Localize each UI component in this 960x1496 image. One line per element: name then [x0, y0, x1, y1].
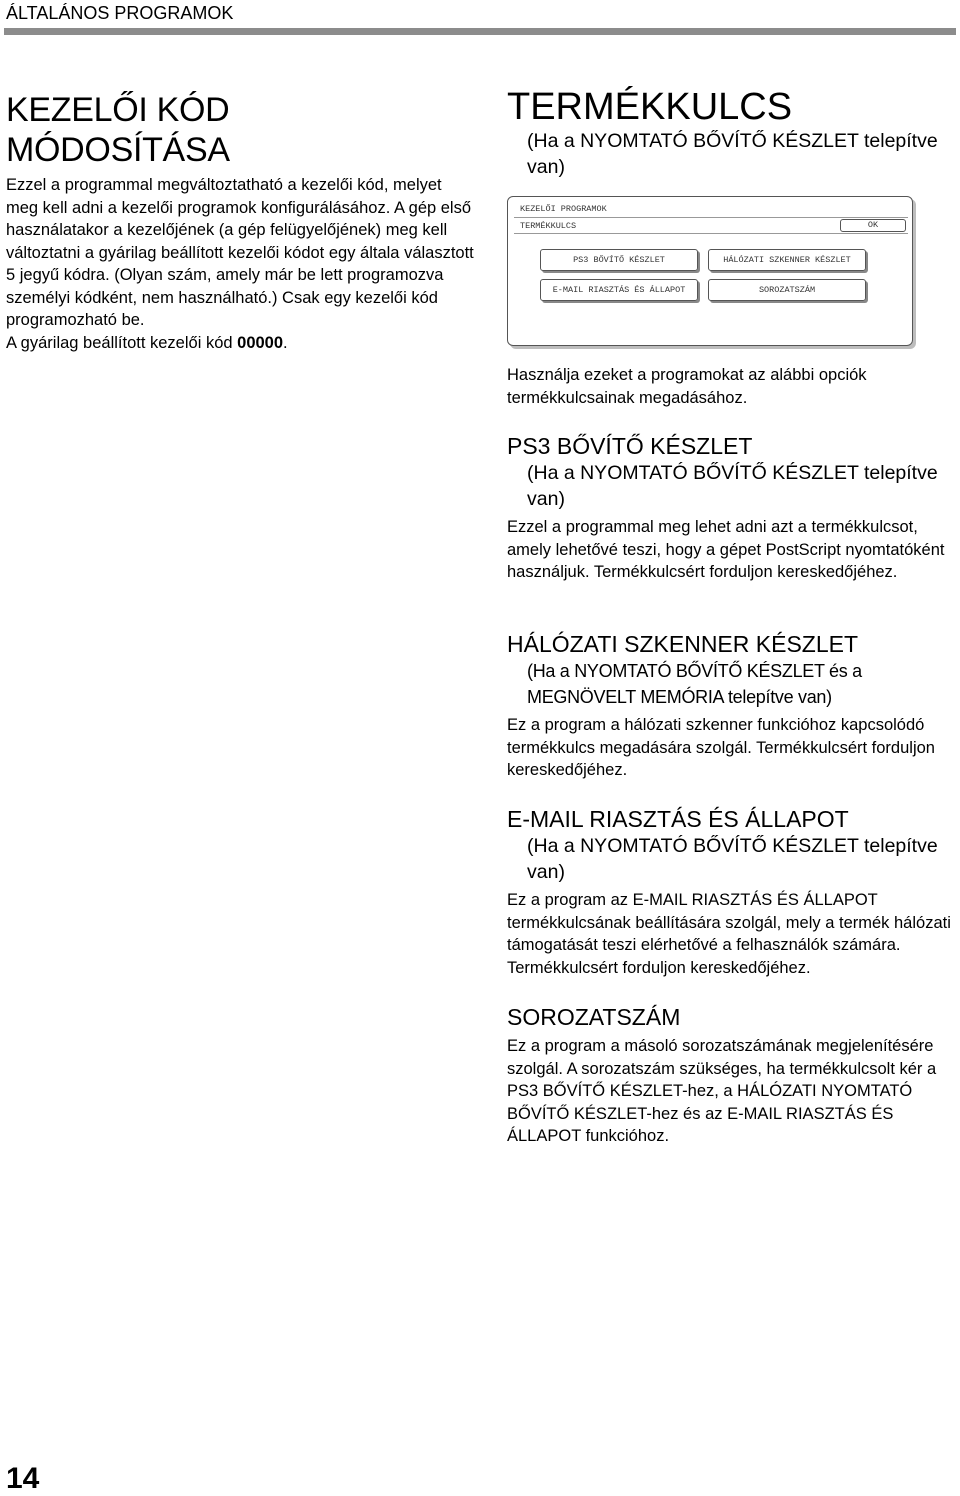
header-rule — [4, 28, 956, 35]
email-alert-section — [507, 805, 952, 979]
running-header: ÁLTALÁNOS PROGRAMOK — [6, 3, 234, 23]
operator-code-title — [6, 90, 476, 170]
network-scanner-section — [507, 630, 952, 782]
default-code-value: 00000 — [237, 333, 284, 352]
ps3-kit-button[interactable]: PS3 BŐVÍTŐ KÉSZLET — [540, 249, 698, 271]
screen-name: TERMÉKKULCS — [520, 221, 577, 231]
network-scanner-kit-button[interactable]: HÁLÓZATI SZKENNER KÉSZLET — [708, 249, 866, 271]
serial-number-section — [507, 1003, 952, 1148]
email-alert-subtitle: (Ha a NYOMTATÓ BŐVÍTŐ KÉSZLET telepítve van) — [527, 835, 938, 883]
ps3-title: PS3 BŐVÍTŐ KÉSZLET — [507, 433, 753, 459]
network-scanner-title: HÁLÓZATI SZKENNER KÉSZLET — [507, 631, 859, 657]
default-code-line — [6, 332, 476, 355]
screen-name-row — [514, 217, 908, 234]
operator-code-paragraph: Ezzel a programmal megváltoztatható a kezelői kód, melyet meg kell adni a kezelői programok konfigurálásához. A gép első használatakor a kezelőjének (a gép felügyelőjének) meg kell változtatni a gyárilag beállított kezelői kódot egy általa választott 5 jegyű kódra. (Olyan szám, amely már be lett programozva személyi kódként, nem használható.) Csak egy kezelői kód programozható be. — [6, 176, 474, 329]
ps3-body: Ezzel a programmal meg lehet adni azt a termékkulcsot, amely lehetővé teszi, hogy a gépet PostScript nyomtatóként használjuk. Termékkulcsért forduljon kereskedőjéhez. — [507, 518, 945, 581]
email-alert-body: Ez a program az E-MAIL RIASZTÁS ÉS ÁLLAPOT termékkulcsának beállítására szolgál, mely a termék hálózati támogatását teszi elérhetővé a felhasználók számára. Termékkulcsért forduljon kereskedőjéhez. — [507, 891, 951, 977]
serial-number-title: SOROZATSZÁM — [507, 1004, 681, 1030]
operator-code-title-line1: KEZELŐI KÓD — [6, 91, 230, 129]
page-number: 14 — [6, 1462, 40, 1495]
network-scanner-body: Ez a program a hálózati szkenner funkcióhoz kapcsolódó termékkulcs megadására szolgál. Termékkulcsért forduljon kereskedőjéhez. — [507, 716, 935, 779]
screen-breadcrumb: KEZELŐI PROGRAMOK — [520, 204, 607, 214]
default-code-suffix: . — [283, 333, 288, 352]
email-alert-status-button[interactable]: E-MAIL RIASZTÁS ÉS ÁLLAPOT — [540, 279, 698, 301]
product-key-subtitle: (Ha a NYOMTATÓ BŐVÍTŐ KÉSZLET telepítve van) — [527, 130, 938, 178]
email-alert-title: E-MAIL RIASZTÁS ÉS ÁLLAPOT — [507, 806, 849, 832]
product-key-intro-section — [507, 360, 952, 409]
default-code-prefix: A gyárilag beállított kezelői kód — [6, 333, 238, 352]
operator-code-title-line2: MÓDOSÍTÁSA — [6, 131, 230, 169]
operator-code-section — [6, 90, 476, 354]
product-key-screen — [507, 196, 913, 346]
ps3-subtitle: (Ha a NYOMTATÓ BŐVÍTŐ KÉSZLET telepítve van) — [527, 462, 938, 510]
network-scanner-subtitle: (Ha a NYOMTATÓ BŐVÍTŐ KÉSZLET és a MEGNÖVELT MEMÓRIA telepítve van) — [527, 661, 862, 707]
product-key-intro: Használja ezeket a programokat az alábbi opciók termékkulcsainak megadásához. — [507, 366, 867, 407]
product-key-title: TERMÉKKULCS — [507, 86, 793, 128]
ps3-section — [507, 432, 952, 584]
serial-number-button[interactable]: SOROZATSZÁM — [708, 279, 866, 301]
serial-number-body: Ez a program a másoló sorozatszámának megjelenítésére szolgál. A sorozatszám szükséges, ha termékkulcsolt kér a PS3 BŐVÍTŐ KÉSZLET-hez, a HÁLÓZATI NYOMTATÓ BŐVÍTŐ KÉSZLET-hez és az E-MAIL RIASZTÁS ÉS ÁLLAPOT funkcióhoz. — [507, 1037, 937, 1145]
product-key-section — [507, 86, 952, 180]
ok-button[interactable]: OK — [840, 219, 906, 232]
